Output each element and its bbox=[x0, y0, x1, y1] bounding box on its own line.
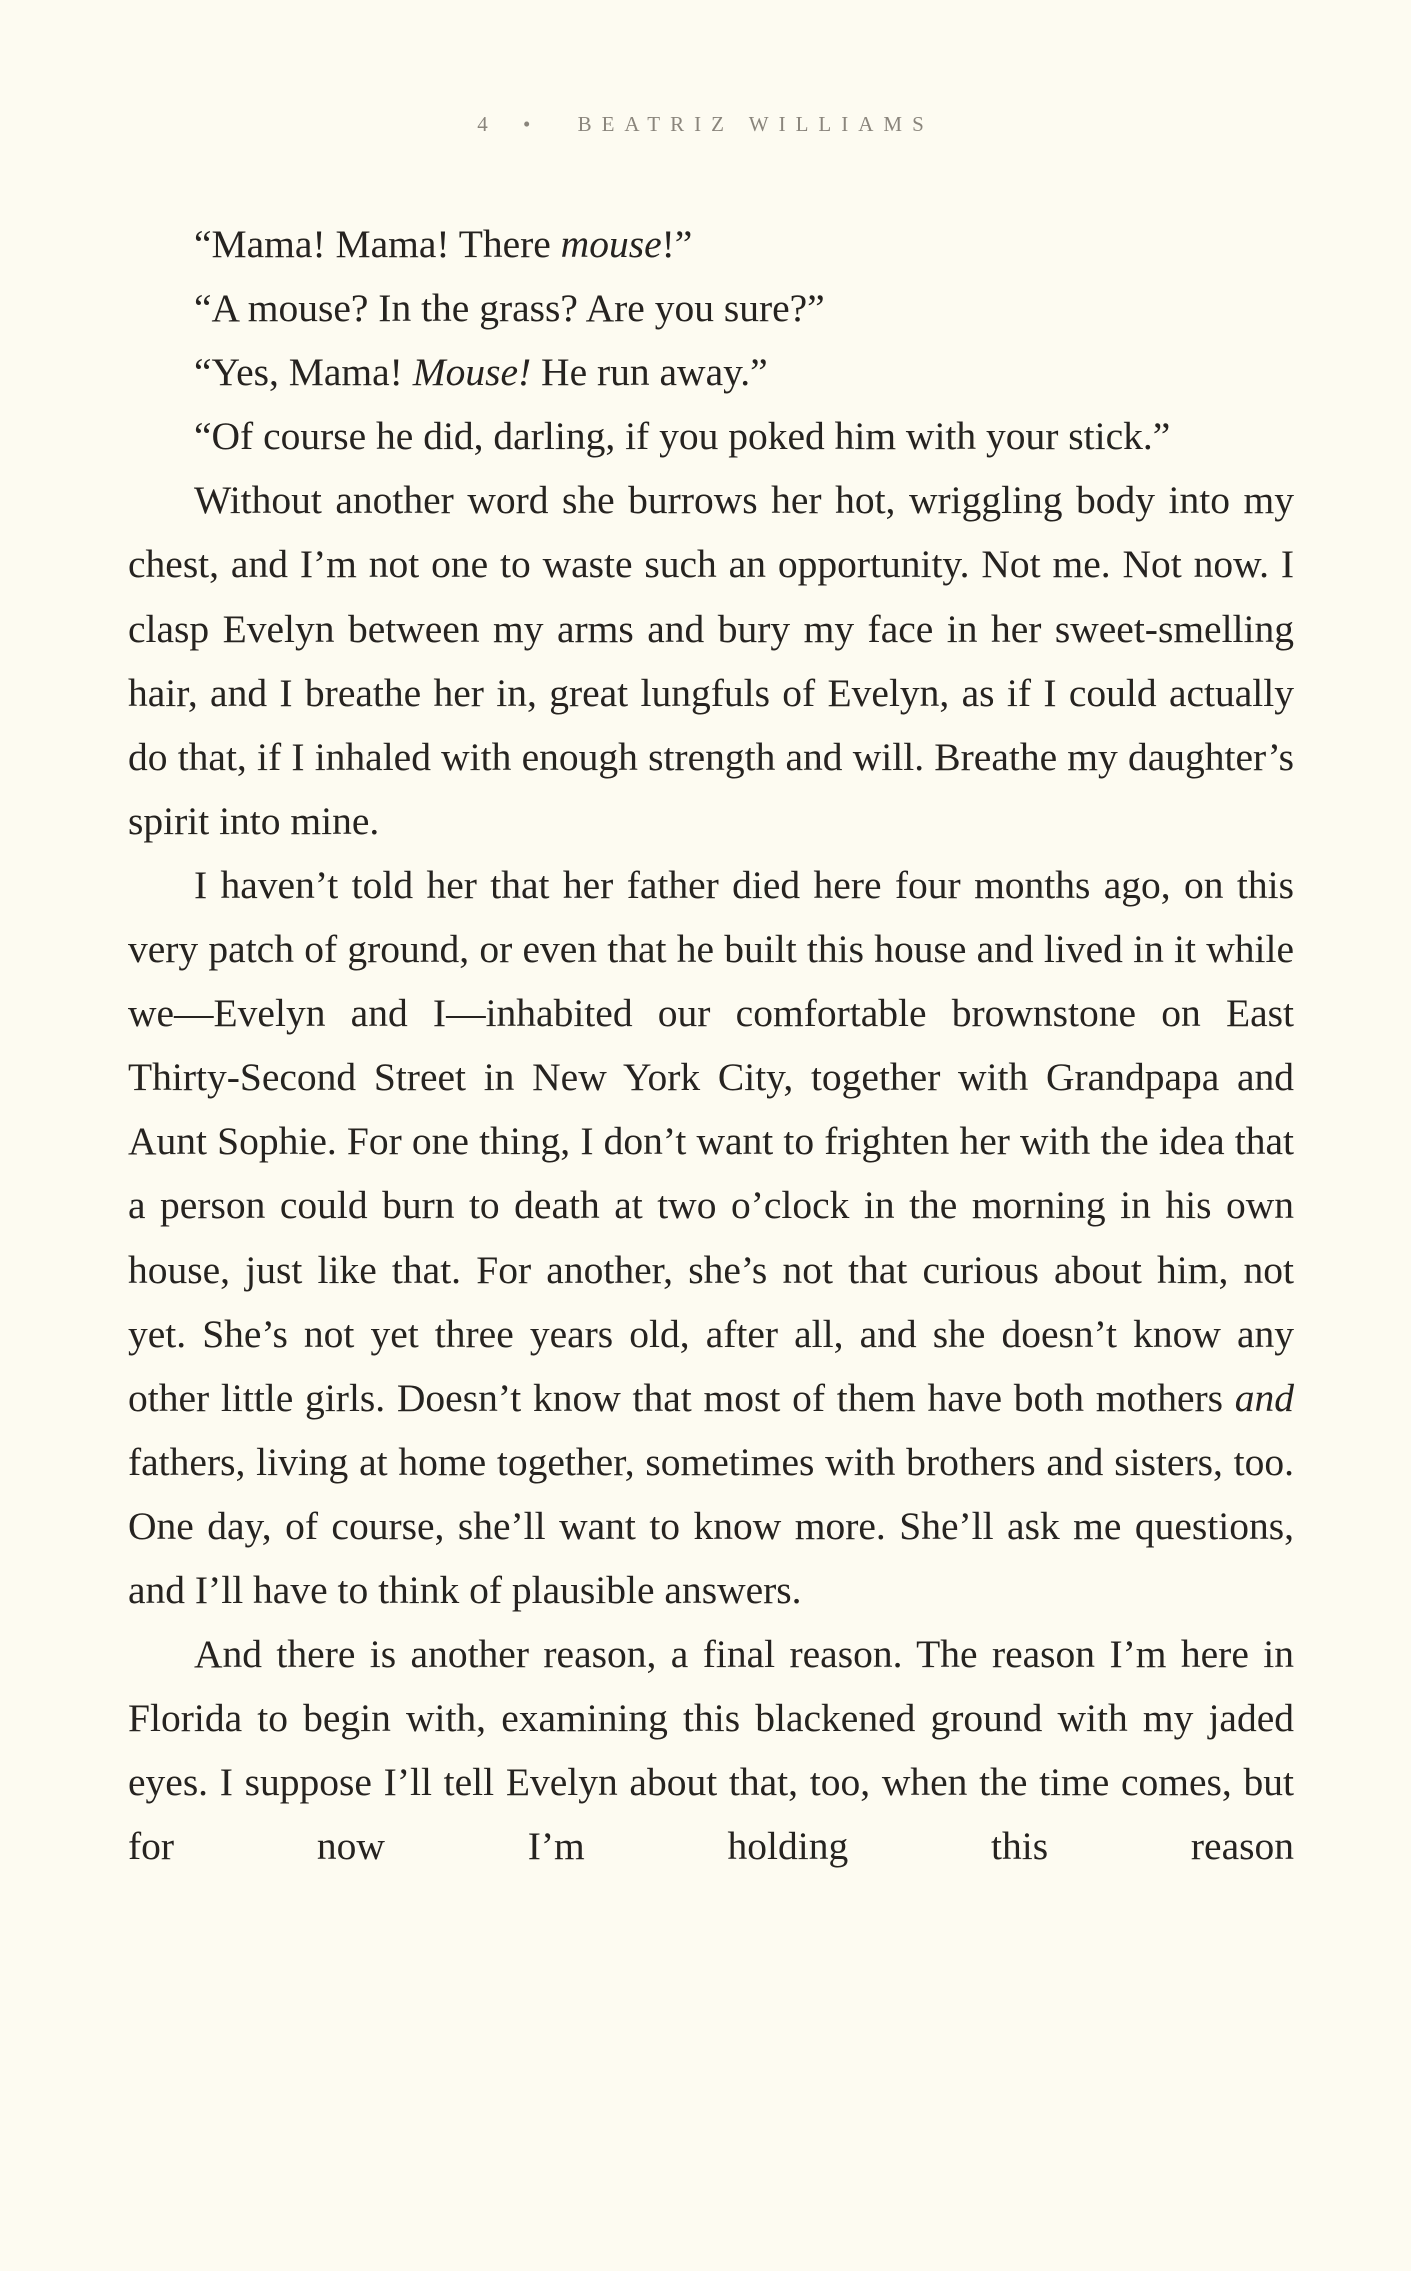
text-run: He run away.” bbox=[531, 350, 768, 395]
text-run: “A mouse? In the grass? Are you sure?” bbox=[194, 286, 825, 331]
paragraph bbox=[128, 404, 1294, 468]
body-text bbox=[128, 212, 1294, 1878]
text-run: fathers, living at home together, sometimes with brothers and sisters, too. One day, of course, she’ll want to know more. She’ll ask me questions, and I’ll have to think of plausible answers. bbox=[128, 1439, 1294, 1612]
text-run: I haven’t told her that her father died here four months ago, on this very patch of ground, or even that he built this house and lived in it while we—Evelyn and I—inhabited our comfortable brownstone on East Thirty-Second Street in New York City, together with Grandpapa and Aunt Sophie. For one thing, I don’t want to frighten her with the idea that a person could burn to death at two o’clock in the morning in his own house, just like that. For another, she’s not that curious about him, not yet. She’s not yet three years old, after all, and she doesn’t know any other little girls. Doesn’t know that most of them have both mothers bbox=[128, 862, 1294, 1420]
text-run: “Of course he did, darling, if you poked him with your stick.” bbox=[194, 414, 1171, 459]
italic-text-run: and bbox=[1234, 1375, 1294, 1420]
header-separator: • bbox=[522, 112, 541, 136]
paragraph bbox=[128, 853, 1294, 1622]
paragraph bbox=[128, 276, 1294, 340]
running-header bbox=[0, 112, 1411, 137]
text-run: !” bbox=[661, 222, 693, 266]
author-name: BEATRIZ WILLIAMS bbox=[577, 112, 934, 136]
paragraph bbox=[128, 340, 1294, 404]
text-run: “Yes, Mama! bbox=[194, 350, 413, 395]
italic-text-run: mouse bbox=[560, 222, 662, 266]
text-run: Without another word she burrows her hot, wriggling body into my chest, and I’m not one to waste such an opportunity. Not me. Not now. I clasp Evelyn between my arms and bury my face in her sweet-smelling hair, and I breathe her in, great lungfuls of Evelyn, as if I could actually do that, if I inhaled with enough strength and will. Breathe my daughter’s spirit into mine. bbox=[128, 478, 1294, 843]
paragraph bbox=[128, 468, 1294, 853]
text-run: And there is another reason, a final reason. The reason I’m here in Florida to begin with, examining this blackened ground with my jaded eyes. I suppose I’ll tell Evelyn about that, too, when the time comes, but for now I’m holding this reason bbox=[128, 1632, 1294, 1869]
paragraph bbox=[128, 212, 1294, 276]
text-run: “Mama! Mama! There bbox=[194, 222, 561, 266]
paragraph bbox=[128, 1622, 1294, 1878]
italic-text-run: Mouse! bbox=[412, 350, 532, 395]
page-number: 4 bbox=[477, 112, 498, 136]
